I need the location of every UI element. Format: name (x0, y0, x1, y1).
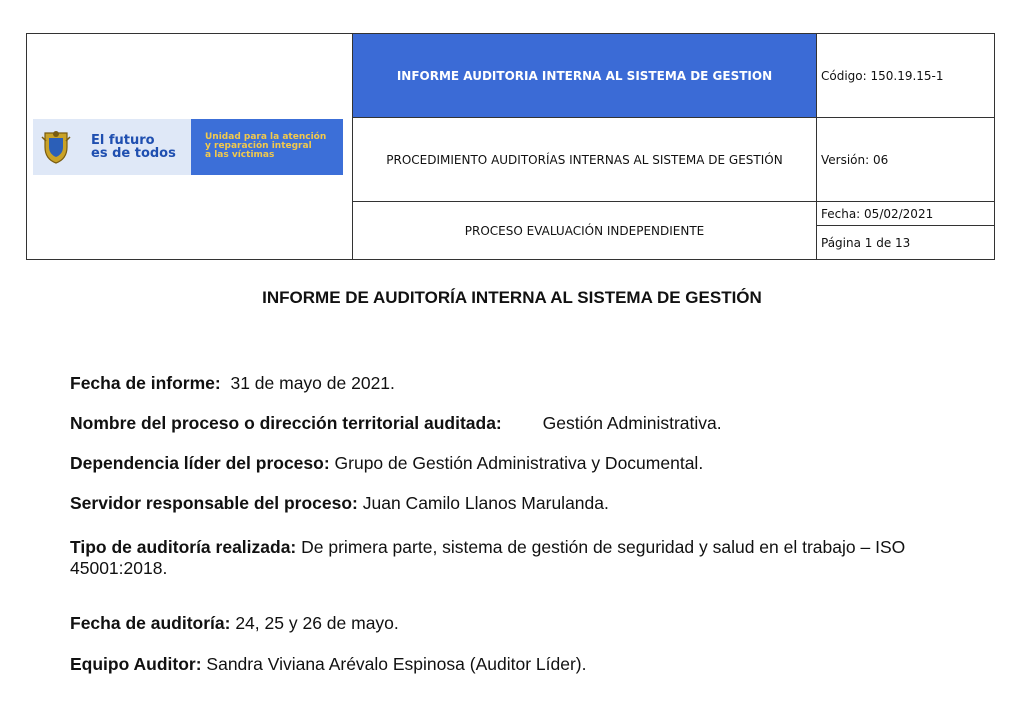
date-cell: Fecha: 05/02/2021 (817, 202, 995, 226)
responsible-officer-field (70, 493, 950, 514)
logo-cell (27, 34, 353, 260)
code-cell: Código: 150.19.15-1 (817, 34, 995, 118)
unit-name-line3: a las víctimas (205, 150, 275, 160)
logo-slogan (91, 134, 176, 160)
institution-logo (33, 119, 343, 175)
field-value: 24, 25 y 26 de mayo. (235, 613, 399, 633)
document-title: INFORME DE AUDITORÍA INTERNA AL SISTEMA DE GESTIÓN (262, 288, 762, 307)
field-label: Servidor responsable del proceso: (70, 493, 358, 513)
logo-left-panel (33, 119, 191, 175)
logo-right-panel (191, 119, 343, 175)
version-cell: Versión: 06 (817, 118, 995, 202)
document-header-table (26, 33, 995, 260)
field-value: 31 de mayo de 2021. (230, 373, 395, 393)
field-value: Gestión Administrativa. (542, 413, 722, 433)
field-value: Juan Camilo Llanos Marulanda. (362, 493, 609, 513)
logo-slogan-line2: es de todos (91, 145, 176, 161)
report-title-cell: INFORME AUDITORIA INTERNA AL SISTEMA DE GESTION (353, 34, 817, 118)
process-name-field (70, 413, 950, 434)
field-label: Nombre del proceso o dirección territorial auditada: (70, 413, 502, 433)
report-date-field (70, 373, 950, 394)
audit-date-field (70, 613, 950, 634)
procedure-cell: PROCEDIMIENTO AUDITORÍAS INTERNAS AL SISTEMA DE GESTIÓN (353, 118, 817, 202)
field-value: De primera parte, sistema de gestión de seguridad y salud en el trabajo – ISO 45001:2018. (70, 537, 906, 578)
field-label: Equipo Auditor: (70, 654, 202, 674)
unit-name-line1: Unidad para la atención (205, 132, 327, 142)
field-label: Fecha de informe: (70, 373, 221, 393)
field-label: Fecha de auditoría: (70, 613, 231, 633)
unit-name (205, 133, 326, 160)
lead-department-field (70, 453, 950, 474)
audit-type-field (70, 537, 950, 579)
unit-name-line2: y reparación integral (205, 141, 312, 151)
field-value: Grupo de Gestión Administrativa y Documental. (334, 453, 704, 473)
field-label: Dependencia líder del proceso: (70, 453, 330, 473)
logo-slogan-line1: El futuro (91, 132, 155, 148)
field-value: Sandra Viviana Arévalo Espinosa (Auditor Líder). (206, 654, 587, 674)
audit-team-field (70, 654, 950, 675)
page-number-cell: Página 1 de 13 (817, 226, 995, 260)
field-label: Tipo de auditoría realizada: (70, 537, 297, 557)
process-cell: PROCESO EVALUACIÓN INDEPENDIENTE (353, 202, 817, 260)
coat-of-arms-icon (41, 129, 71, 165)
